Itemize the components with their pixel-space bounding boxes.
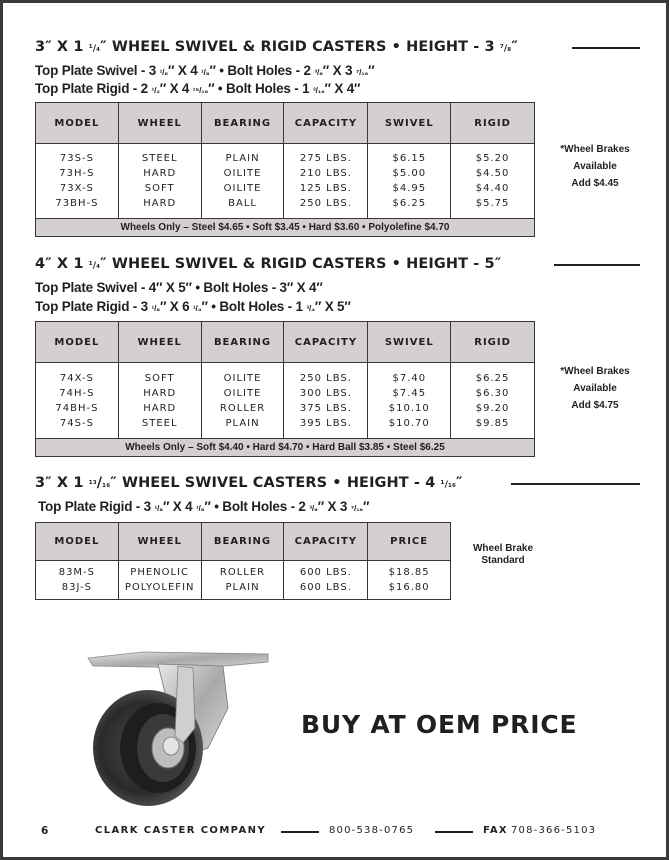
table-header-row xyxy=(36,322,535,363)
note-line: Standard xyxy=(481,555,525,566)
table-cell: PLAIN xyxy=(225,417,260,429)
swivel-price-cell xyxy=(368,363,451,439)
column-header-rigid: RIGID xyxy=(451,322,535,363)
table-cell: $6.25 xyxy=(475,372,510,384)
section-2-spec-swivel: Top Plate Swivel - 4″ X 5″ • Bolt Holes - 3″ X 4″ xyxy=(35,280,323,295)
table-cell: ROLLER xyxy=(219,567,266,578)
section-2-brake-note xyxy=(545,363,645,414)
table-cell: POLYOLEFIN xyxy=(124,582,195,593)
column-header-model: MODEL xyxy=(36,103,119,144)
table-cell: 300 LBS. xyxy=(299,387,352,399)
bearing-cell xyxy=(201,363,284,439)
table-cell: STEEL xyxy=(141,417,178,429)
section-2-title: 4″ X 1 ¹/₄″ WHEEL SWIVEL & RIGID CASTERS • HEIGHT - 5″ xyxy=(35,256,502,272)
column-header-capacity: CAPACITY xyxy=(284,322,368,363)
fax-label: FAX xyxy=(483,825,508,836)
section-3-spec-rigid: Top Plate Rigid - 3 ¹/₈″ X 4 ¹/₈″ • Bolt Holes - 2 ³/₈″ X 3 ⁷/₁₆″ xyxy=(38,499,370,514)
section-3-table xyxy=(35,522,451,600)
note-line: Add $4.75 xyxy=(571,400,619,411)
column-header-bearing: BEARING xyxy=(201,103,284,144)
table-cell: 600 LBS. xyxy=(299,567,352,578)
section-3-brake-note xyxy=(458,543,548,567)
table-body xyxy=(36,363,535,439)
wheel-cell xyxy=(118,363,201,439)
bearing-cell xyxy=(201,144,284,219)
table-cell: 275 LBS. xyxy=(299,153,352,164)
section-3-title: 3″ X 1 ¹³/₁₆″ WHEEL SWIVEL CASTERS • HEIGHT - 4 ¹/₁₆″ xyxy=(35,475,463,491)
section-3-rule xyxy=(511,483,640,485)
capacity-cell xyxy=(284,363,368,439)
footer-rule xyxy=(281,831,319,833)
buy-at-oem-price-heading: BUY AT OEM PRICE xyxy=(301,710,578,739)
table-header-row xyxy=(36,523,451,561)
column-header-rigid: RIGID xyxy=(451,103,535,144)
section-1-title xyxy=(35,39,518,55)
column-header-swivel: SWIVEL xyxy=(368,103,451,144)
table-cell: $16.80 xyxy=(388,582,430,593)
model-cell xyxy=(36,144,119,219)
price-cell xyxy=(368,561,451,600)
table-cell: $5.75 xyxy=(475,198,510,209)
section-2-table xyxy=(35,321,535,457)
column-header-wheel: WHEEL xyxy=(118,103,201,144)
column-header-capacity: CAPACITY xyxy=(284,523,368,561)
table-body xyxy=(36,561,451,600)
page-number: 6 xyxy=(41,825,49,837)
column-header-price: PRICE xyxy=(368,523,451,561)
note-line: *Wheel Brakes xyxy=(560,366,630,377)
wheel-cell xyxy=(118,144,201,219)
table-cell: 125 LBS. xyxy=(299,183,352,194)
note-line: Available xyxy=(573,161,617,172)
table-cell: OILITE xyxy=(223,183,262,194)
swivel-price-cell xyxy=(368,144,451,219)
table-cell: $4.40 xyxy=(475,183,510,194)
table-footer-row xyxy=(36,439,535,457)
note-line: *Wheel Brakes xyxy=(560,144,630,155)
table-cell: 74X-S xyxy=(59,372,94,384)
table-cell: $7.40 xyxy=(392,372,427,384)
section-1-brake-note xyxy=(545,141,645,192)
table-footer-row xyxy=(36,219,535,237)
note-line: Wheel Brake xyxy=(472,543,534,554)
column-header-bearing: BEARING xyxy=(201,322,284,363)
section-1-rule xyxy=(572,47,640,49)
table-cell: OILITE xyxy=(223,387,262,399)
table-cell: $6.30 xyxy=(475,387,510,399)
note-line: Available xyxy=(573,383,617,394)
table-cell: $9.20 xyxy=(475,402,510,414)
table-cell: $6.25 xyxy=(392,198,427,209)
table-cell: HARD xyxy=(143,198,177,209)
table-cell: 74H-S xyxy=(59,387,95,399)
table-cell: 83M-S xyxy=(58,567,96,578)
table-cell: $4.50 xyxy=(475,168,510,179)
fax-number: 708-366-5103 xyxy=(511,825,597,836)
table-cell: $10.10 xyxy=(388,402,430,414)
table-cell: PLAIN xyxy=(225,153,260,164)
table-cell: PHENOLIC xyxy=(130,567,190,578)
table-cell: $5.20 xyxy=(475,153,510,164)
table-cell: BALL xyxy=(228,198,257,209)
table-cell: $18.85 xyxy=(388,567,430,578)
table-cell: 73BH-S xyxy=(55,198,99,209)
footer-rule xyxy=(435,831,473,833)
section-2-spec-rigid: Top Plate Rigid - 3 ¹/₈″ X 6 ¹/₄″ • Bolt Holes - 1 ³/₄″ X 5″ xyxy=(35,299,351,314)
capacity-cell xyxy=(284,561,368,600)
catalog-page xyxy=(3,3,666,857)
table-cell: SOFT xyxy=(144,183,175,194)
table-cell: 74BH-S xyxy=(55,402,99,414)
note-line: Add $4.45 xyxy=(571,178,619,189)
table-cell: $9.85 xyxy=(475,417,510,429)
section-1-spec-rigid: Top Plate Rigid - 2 ¹/₂″ X 4 ¹⁵/₁₆″ • Bolt Holes - 1 ³/₁₆″ X 4″ xyxy=(35,81,361,96)
table-header-row xyxy=(36,103,535,144)
table-cell: 395 LBS. xyxy=(299,417,352,429)
column-header-wheel: WHEEL xyxy=(118,523,201,561)
column-header-model: MODEL xyxy=(36,523,119,561)
wheels-only-prices: Wheels Only – Soft $4.40 • Hard $4.70 • Hard Ball $3.85 • Steel $6.25 xyxy=(36,439,535,457)
table-cell: ROLLER xyxy=(219,402,266,414)
rigid-price-cell xyxy=(451,144,535,219)
table-cell: 600 LBS. xyxy=(299,582,352,593)
table-cell: $4.95 xyxy=(392,183,427,194)
table-cell: 73X-S xyxy=(59,183,94,194)
table-cell: OILITE xyxy=(223,168,262,179)
table-cell: 375 LBS. xyxy=(299,402,352,414)
capacity-cell xyxy=(284,144,368,219)
table-cell: HARD xyxy=(143,168,177,179)
section-2-rule xyxy=(554,264,640,266)
column-header-wheel: WHEEL xyxy=(118,322,201,363)
section-1-title-text: 3″ X 1 ¹/₄″ WHEEL SWIVEL & RIGID CASTERS • HEIGHT - 3 ⁷/₈″ xyxy=(35,39,518,55)
table-cell: HARD xyxy=(143,402,177,414)
table-body xyxy=(36,144,535,219)
table-cell: PLAIN xyxy=(225,582,260,593)
phone-number: 800-538-0765 xyxy=(329,825,415,836)
table-cell: 83J-S xyxy=(61,582,92,593)
model-cell xyxy=(36,561,119,600)
rigid-price-cell xyxy=(451,363,535,439)
wheels-only-prices: Wheels Only – Steel $4.65 • Soft $3.45 • Hard $3.60 • Polyolefine $4.70 xyxy=(36,219,535,237)
table-cell: 74S-S xyxy=(59,417,94,429)
column-header-model: MODEL xyxy=(36,322,119,363)
table-cell: $6.15 xyxy=(392,153,427,164)
wheel-cell xyxy=(118,561,201,600)
table-cell: HARD xyxy=(143,387,177,399)
table-cell: SOFT xyxy=(144,372,175,384)
company-name: CLARK CASTER COMPANY xyxy=(95,825,267,836)
table-cell: 250 LBS. xyxy=(299,372,352,384)
column-header-swivel: SWIVEL xyxy=(368,322,451,363)
table-cell: 210 LBS. xyxy=(299,168,352,179)
table-cell: $7.45 xyxy=(392,387,427,399)
table-cell: STEEL xyxy=(141,153,178,164)
section-1-table xyxy=(35,102,535,237)
caster-photo xyxy=(83,648,273,808)
bearing-cell xyxy=(201,561,284,600)
column-header-bearing: BEARING xyxy=(201,523,284,561)
table-cell: OILITE xyxy=(223,372,262,384)
table-cell: $5.00 xyxy=(392,168,427,179)
table-cell: 73H-S xyxy=(59,168,95,179)
section-1-spec-swivel: Top Plate Swivel - 3 ¹/₈″ X 4 ¹/₈″ • Bolt Holes - 2 ³/₈″ X 3 ⁷/₁₆″ xyxy=(35,63,375,78)
table-cell: 73S-S xyxy=(59,153,94,164)
column-header-capacity: CAPACITY xyxy=(284,103,368,144)
table-cell: 250 LBS. xyxy=(299,198,352,209)
table-cell: $10.70 xyxy=(388,417,430,429)
model-cell xyxy=(36,363,119,439)
